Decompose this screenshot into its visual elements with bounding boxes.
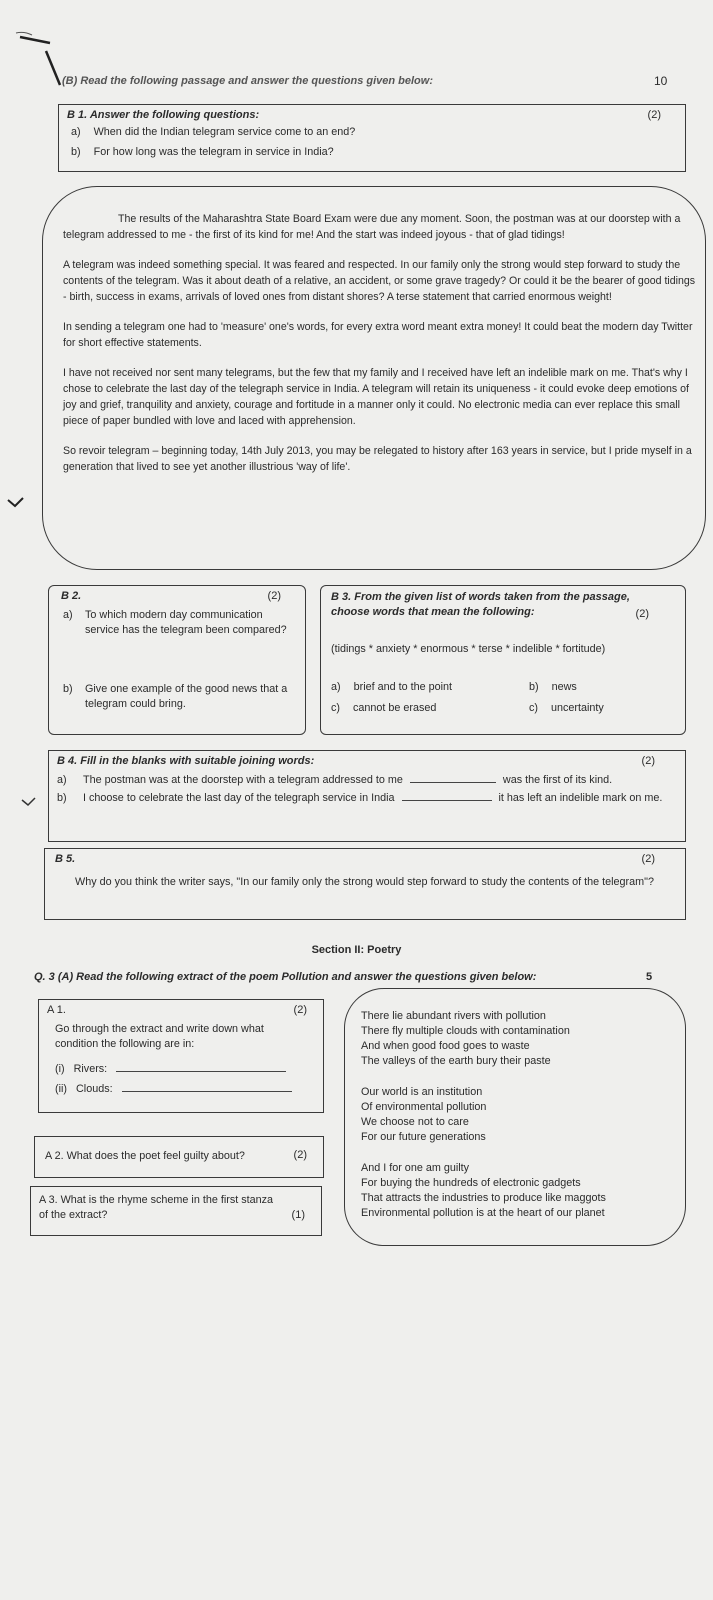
b3-box <box>320 585 686 735</box>
b4-blank-a[interactable] <box>410 782 496 783</box>
poem-line-12: Environmental pollution is at the heart of our planet <box>361 1207 605 1219</box>
passage-box <box>42 186 706 570</box>
passage-p2: A telegram was indeed something special. It was feared and respected. In our family only the strong would step forward to study the contents of the telegram. Was it about death of a relative, an accident, or some grave tragedy? Or could it be the bearer of good tidings - birth, success in exams, arrivals of loved ones from distant shores? A terse statement that carried enormous weight! <box>63 259 696 303</box>
poem-line-1: There lie abundant rivers with pollution <box>361 1010 546 1022</box>
b2-item-a <box>63 608 299 638</box>
a2-box <box>34 1136 324 1178</box>
a1-item-clouds <box>55 1082 315 1097</box>
poem-line-10: For buying the hundreds of electronic gadgets <box>361 1177 581 1189</box>
poem-line-3: And when good food goes to waste <box>361 1040 530 1052</box>
b5-text: Why do you think the writer says, "In our family only the strong would step forward to study the contents of the telegram"? <box>75 876 654 888</box>
poem-line-6: Of environmental pollution <box>361 1101 487 1113</box>
b1-title: B 1. Answer the following questions: <box>67 109 260 121</box>
a3-text: A 3. What is the rhyme scheme in the first stanza of the extract? <box>39 1194 274 1221</box>
b3-item-c-num: c) <box>331 702 340 714</box>
b1-item-a-text: When did the Indian telegram service come to an end? <box>93 126 356 138</box>
a1-item-rivers <box>55 1062 315 1077</box>
b3-item-d <box>529 701 604 716</box>
b4-item-a-num: a) <box>57 774 67 786</box>
b4-item-a-before: The postman was at the doorstep with a telegram addressed to me <box>83 774 403 786</box>
b3-title: B 3. From the given list of words taken from the passage, choose words that mean the following: <box>331 591 630 618</box>
section-title: Section II: Poetry <box>311 944 402 956</box>
a2-text: A 2. What does the poet feel guilty about? <box>45 1150 245 1162</box>
b4-box <box>48 750 686 842</box>
b3-item-b-num: b) <box>529 681 539 693</box>
header-marks: 10 <box>654 74 668 88</box>
a1-marks: (2) <box>293 1004 307 1016</box>
poem-text <box>361 1009 681 1221</box>
margin-tick <box>6 496 26 510</box>
b3-item-c <box>331 701 436 716</box>
b4-item-b-before: I choose to celebrate the last day of the telegraph service in India <box>83 792 395 804</box>
b4-title: B 4. Fill in the blanks with suitable joining words: <box>57 755 315 767</box>
poem-line-11: That attracts the industries to produce like maggots <box>361 1192 606 1204</box>
poem-line-2: There fly multiple clouds with contamination <box>361 1025 570 1037</box>
b3-item-d-num: c) <box>529 702 538 714</box>
passage-text <box>63 211 699 475</box>
b1-item-b-text: For how long was the telegram in service in India? <box>93 146 334 158</box>
b3-item-b <box>529 680 577 695</box>
a1-text: Go through the extract and write down what condition the following are in: <box>55 1023 264 1050</box>
b4-blank-b[interactable] <box>402 800 492 801</box>
question-header: (B) Read the following passage and answer the questions given below: <box>62 75 433 87</box>
b2-item-b-num: b) <box>63 683 73 695</box>
a3-box <box>30 1186 322 1236</box>
q3-label: Q. 3 (A) Read the following extract of the poem Pollution and answer the questions given below: <box>34 971 537 983</box>
a1-item-rivers-text: Rivers: <box>73 1063 108 1075</box>
b5-title: B 5. <box>55 853 76 865</box>
b3-item-a <box>331 680 452 695</box>
b3-word-list: (tidings * anxiety * enormous * terse * indelible * fortitude) <box>331 643 606 655</box>
b4-item-a-after: was the first of its kind. <box>502 774 613 786</box>
a1-item-clouds-text: Clouds: <box>76 1083 113 1095</box>
b4-item-b <box>57 791 677 806</box>
a1-blank-rivers[interactable] <box>116 1071 286 1072</box>
b4-item-a <box>57 773 677 788</box>
b5-box <box>44 848 686 920</box>
margin-tick-2 <box>20 796 38 808</box>
b3-item-c-text: cannot be erased <box>353 702 437 714</box>
b1-item-a-num: a) <box>71 126 81 138</box>
b1-box <box>58 104 686 172</box>
b3-item-a-num: a) <box>331 681 341 693</box>
b3-marks: (2) <box>635 608 649 620</box>
passage-p5: So revoir telegram – beginning today, 14th July 2013, you may be relegated to history after 163 years in service, but I pride myself in a generation that lived to see yet another illustrious 'way of life'. <box>63 445 692 473</box>
a1-title: A 1. <box>47 1004 66 1016</box>
q3-marks: 5 <box>646 971 653 983</box>
passage-p1: The results of the Maharashtra State Board Exam were due any moment. Soon, the postman was at our doorstep with a telegram addressed to me - the first of its kind for me! And the start was indeed joyous - that of glad tidings! <box>63 213 681 241</box>
b2-item-a-num: a) <box>63 609 73 621</box>
passage-p4: I have not received nor sent many telegrams, but the few that my family and I received have left an indelible mark on me. That's why I chose to celebrate the last day of the telegraph service in India. A telegram will retain its uniqueness - it could evoke deep emotions of joy and grief, tranquility and anxiety, courage and fortitude in a manner only it could. No electronic media can ever replace this small piece of paper bundled with love and laced with apprehension. <box>63 367 689 427</box>
b2-box <box>48 585 306 735</box>
b1-item-a <box>71 125 355 140</box>
b4-item-b-after: it has left an indelible mark on me. <box>498 792 663 804</box>
b3-item-d-text: uncertainty <box>551 702 604 714</box>
a1-item-clouds-num: (ii) <box>55 1083 67 1095</box>
b4-item-b-num: b) <box>57 792 67 804</box>
b5-marks: (2) <box>641 853 655 865</box>
a1-item-rivers-num: (i) <box>55 1063 65 1075</box>
b2-item-b <box>63 682 299 712</box>
poem-line-5: Our world is an institution <box>361 1086 483 1098</box>
b2-marks: (2) <box>267 590 281 602</box>
b3-item-b-text: news <box>551 681 577 693</box>
b1-item-b <box>71 145 334 160</box>
b2-item-b-text: Give one example of the good news that a telegram could bring. <box>85 683 288 710</box>
corner-scribble <box>10 25 70 95</box>
b2-item-a-text: To which modern day communication service has the telegram been compared? <box>85 609 287 636</box>
b1-marks: (2) <box>647 109 661 121</box>
poem-box <box>344 988 686 1246</box>
poem-line-9: And I for one am guilty <box>361 1162 470 1174</box>
poem-line-8: For our future generations <box>361 1131 486 1143</box>
a1-box <box>38 999 324 1113</box>
passage-p3: In sending a telegram one had to 'measure' one's words, for every extra word meant extra money! It could beat the modern day Twitter for short effective statements. <box>63 321 693 349</box>
b4-marks: (2) <box>641 755 655 767</box>
b1-item-b-num: b) <box>71 146 81 158</box>
a2-marks: (2) <box>293 1149 307 1161</box>
poem-line-4: The valleys of the earth bury their paste <box>361 1055 551 1067</box>
poem-line-7: We choose not to care <box>361 1116 469 1128</box>
a3-marks: (1) <box>291 1209 305 1221</box>
b3-item-a-text: brief and to the point <box>353 681 453 693</box>
b2-title: B 2. <box>61 590 82 602</box>
a1-blank-clouds[interactable] <box>122 1091 292 1092</box>
